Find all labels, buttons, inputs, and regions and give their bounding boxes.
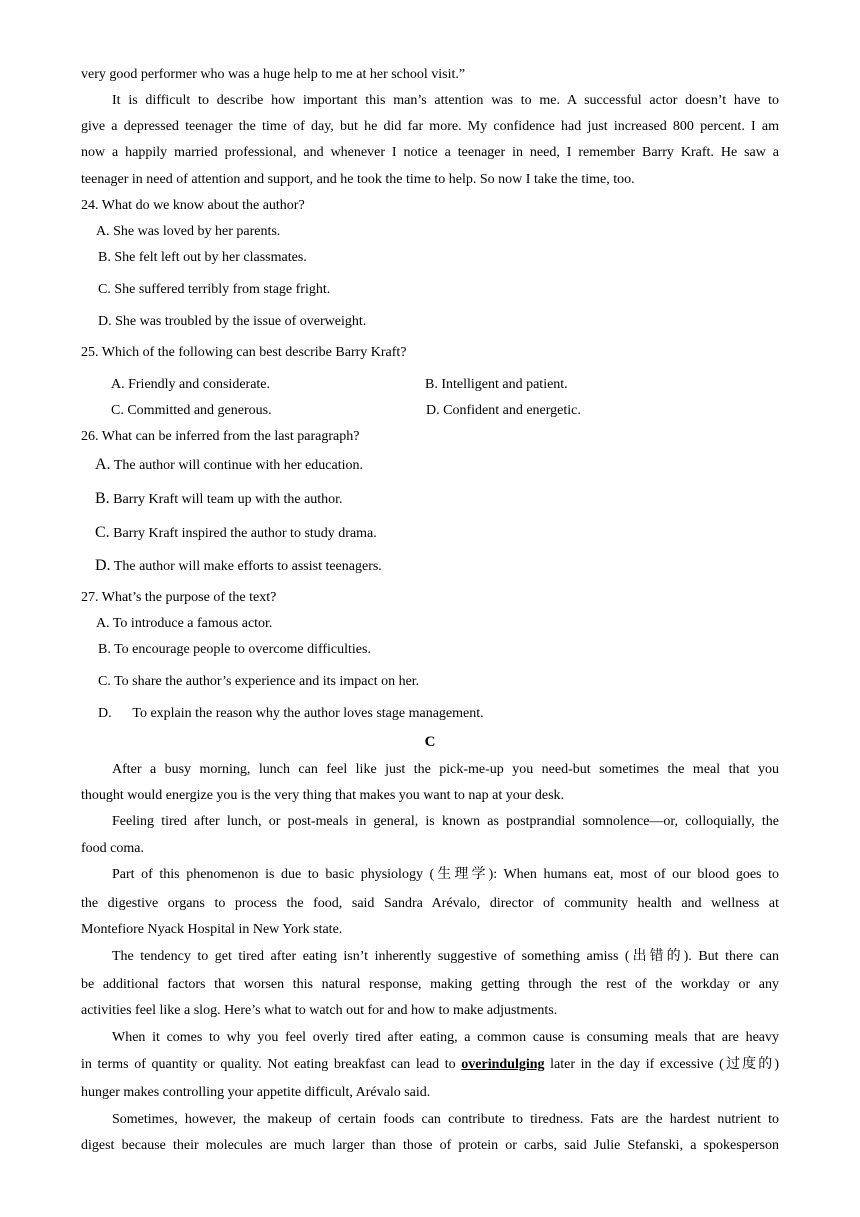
paragraph-line: Part of this phenomenon is due to basic physiology (生理学): When humans eat, most of our blood goes to	[112, 867, 779, 882]
option-text: Barry Kraft inspired the author to study drama.	[113, 526, 377, 541]
answer-option[interactable]	[95, 523, 377, 544]
paragraph-text: in terms of quantity or quality. Not eating breakfast can lead to	[81, 1057, 456, 1072]
answer-option[interactable]: C. She suffered terribly from stage fright.	[98, 282, 331, 297]
answer-option[interactable]: B. To encourage people to overcome difficulties.	[98, 642, 371, 657]
option-text: The author will make efforts to assist teenagers.	[113, 559, 382, 574]
paragraph-line: Montefiore Nyack Hospital in New York state.	[81, 922, 343, 937]
option-letter: B.	[95, 490, 110, 507]
answer-option[interactable]	[95, 556, 382, 577]
underlined-word: overindulging	[461, 1057, 545, 1072]
paragraph-line: The tendency to get tired after eating isn’t inherently suggestive of something amiss (出错的). But there can	[112, 949, 779, 964]
paragraph-line: Sometimes, however, the makeup of certain foods can contribute to tiredness. Fats are the hardest nutrient to	[112, 1112, 779, 1127]
paragraph-line	[81, 1055, 779, 1075]
answer-option[interactable]: A. She was loved by her parents.	[96, 224, 281, 239]
passage-line: very good performer who was a huge help to me at her school visit.”	[81, 67, 466, 82]
question-stem: 24. What do we know about the author?	[81, 198, 305, 213]
option-letter: D.	[95, 557, 111, 574]
passage-line: teenager in need of attention and support, and he took the time to help. So now I take the time, too.	[81, 172, 635, 187]
paragraph-line: Feeling tired after lunch, or post-meals in general, is known as postprandial somnolence—or, colloquially, the	[112, 814, 779, 829]
option-letter: D.	[98, 706, 112, 721]
answer-option[interactable]: B. Intelligent and patient.	[425, 377, 568, 392]
paragraph-line: When it comes to why you feel overly tired after eating, a common cause is consuming meals that are heavy	[112, 1030, 779, 1045]
answer-option[interactable]: D. Confident and energetic.	[426, 403, 581, 418]
answer-option[interactable]	[95, 455, 363, 476]
paragraph-line: the digestive organs to process the food, said Sandra Arévalo, director of community health and wellness at	[81, 896, 779, 911]
section-heading: C	[424, 734, 436, 750]
answer-option[interactable]: A. Friendly and considerate.	[111, 377, 271, 392]
answer-option[interactable]	[98, 704, 484, 724]
option-text: To explain the reason why the author loves stage management.	[132, 706, 484, 721]
question-stem: 27. What’s the purpose of the text?	[81, 590, 277, 605]
answer-option[interactable]	[95, 489, 343, 510]
option-letter: A.	[95, 456, 111, 473]
paragraph-line: digest because their molecules are much larger than those of protein or carbs, said Julie Stefanski, a spokesperson	[81, 1138, 779, 1153]
answer-option[interactable]: C. To share the author’s experience and its impact on her.	[98, 674, 420, 689]
paragraph-line: thought would energize you is the very thing that makes you want to nap at your desk.	[81, 788, 565, 803]
paragraph-line: activities feel like a slog. Here’s what to watch out for and how to make adjustments.	[81, 1003, 558, 1018]
paragraph-text: later in the day if excessive (过度的)	[550, 1057, 779, 1072]
paragraph-line: food coma.	[81, 841, 144, 856]
answer-option[interactable]: D. She was troubled by the issue of overweight.	[98, 314, 367, 329]
question-stem: 25. Which of the following can best describe Barry Kraft?	[81, 345, 407, 360]
passage-line: It is difficult to describe how important this man’s attention was to me. A successful actor doesn’t have to	[112, 93, 779, 108]
paragraph-line: After a busy morning, lunch can feel like just the pick-me-up you need-but sometimes the meal that you	[112, 762, 779, 777]
option-text: Barry Kraft will team up with the author.	[113, 492, 343, 507]
paragraph-line: hunger makes controlling your appetite difficult, Arévalo said.	[81, 1085, 431, 1100]
option-letter: C.	[95, 524, 110, 541]
answer-option[interactable]: A. To introduce a famous actor.	[96, 616, 273, 631]
option-text: The author will continue with her education.	[113, 458, 364, 473]
answer-option[interactable]: C. Committed and generous.	[111, 403, 272, 418]
answer-option[interactable]: B. She felt left out by her classmates.	[98, 250, 307, 265]
paragraph-line: be additional factors that worsen this natural response, making getting through the rest of the workday or any	[81, 977, 779, 992]
passage-line: now a happily married professional, and whenever I notice a teenager in need, I remember Barry Kraft. He saw a	[81, 145, 779, 160]
question-stem: 26. What can be inferred from the last paragraph?	[81, 429, 360, 444]
passage-line: give a depressed teenager the time of day, but he did far more. My confidence had just increased 800 percent. I am	[81, 119, 779, 134]
